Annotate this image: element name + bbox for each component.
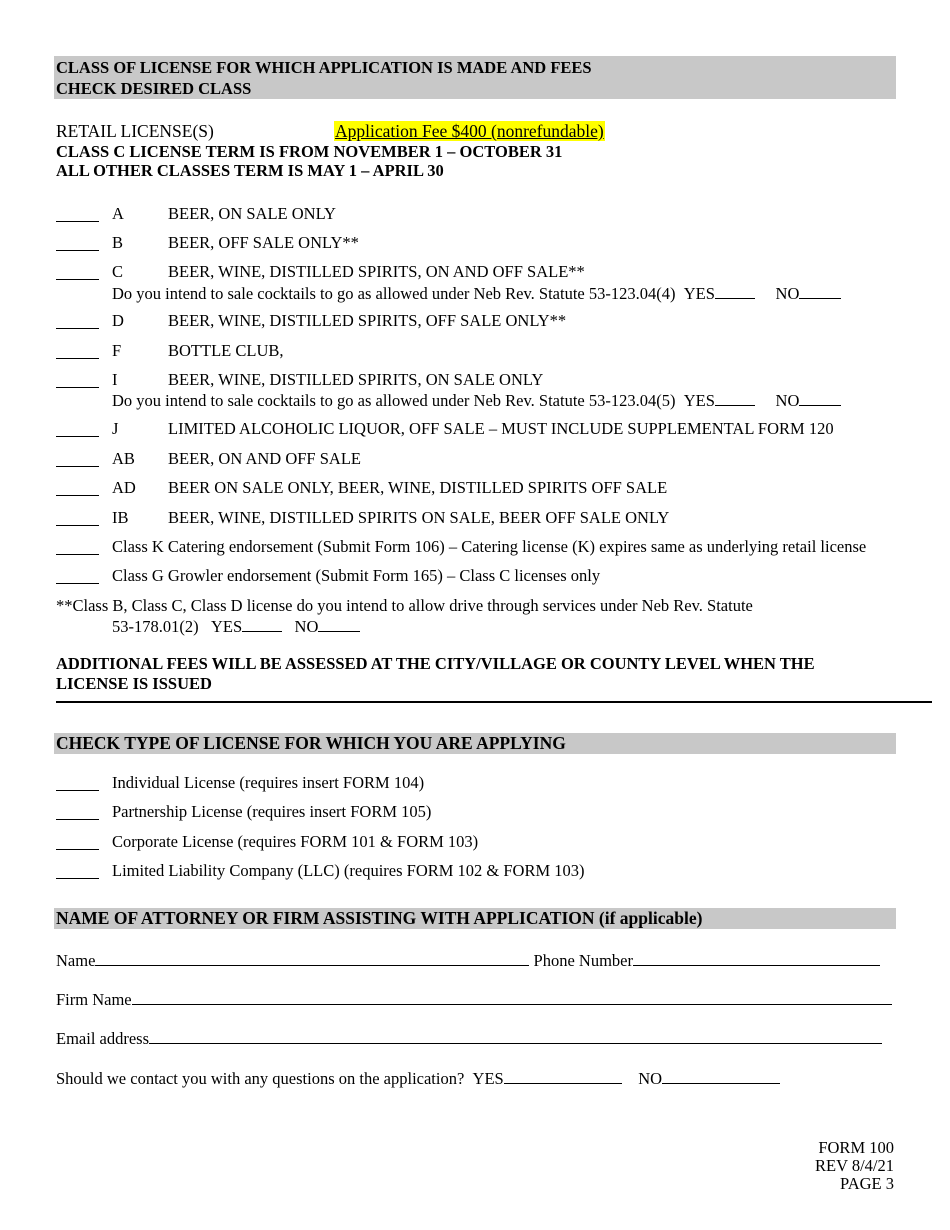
license-type-label: Corporate License (requires FORM 101 & FORM 103) <box>112 832 479 851</box>
class-code: B <box>112 233 124 252</box>
drive-through-answer: 53-178.01(2) YES NO <box>112 616 360 637</box>
license-type-label: Partnership License (requires insert FORM 105) <box>112 802 432 821</box>
class-j-checkbox[interactable] <box>56 436 99 437</box>
drive-no-field[interactable] <box>318 616 360 632</box>
firm-name-field[interactable] <box>132 989 892 1005</box>
attorney-phone-field[interactable] <box>633 950 880 966</box>
class-code: F <box>112 341 122 360</box>
retail-license-label: RETAIL LICENSE(S) <box>56 121 214 141</box>
additional-fees-note-2: LICENSE IS ISSUED <box>56 674 212 693</box>
class-description: BEER, WINE, DISTILLED SPIRITS, ON AND OFF SALE** <box>168 262 585 281</box>
class-ad-checkbox[interactable] <box>56 495 99 496</box>
class-d-checkbox[interactable] <box>56 328 99 329</box>
additional-fees-note: ADDITIONAL FEES WILL BE ASSESSED AT THE CITY/VILLAGE OR COUNTY LEVEL WHEN THE <box>56 654 815 673</box>
cocktail-i-no-field[interactable] <box>799 390 841 406</box>
cocktail-question-c: Do you intend to sale cocktails to go as allowed under Neb Rev. Statute 53-123.04(4) YES NO <box>112 283 841 304</box>
class-ib-checkbox[interactable] <box>56 525 99 526</box>
class-code: I <box>112 370 118 389</box>
attorney-name-row: Name Phone Number <box>56 950 880 971</box>
contact-yes-field[interactable] <box>504 1068 622 1084</box>
class-description: BEER, ON SALE ONLY <box>168 204 336 223</box>
license-type-label: Limited Liability Company (LLC) (requires FORM 102 & FORM 103) <box>112 861 585 880</box>
form-number: FORM 100 <box>818 1138 894 1157</box>
license-type-checkbox[interactable] <box>56 849 99 850</box>
class-c-term: CLASS C LICENSE TERM IS FROM NOVEMBER 1 – OCTOBER 31 <box>56 142 563 161</box>
class-description: BEER, WINE, DISTILLED SPIRITS, ON SALE ONLY <box>168 370 544 389</box>
class-description: BEER ON SALE ONLY, BEER, WINE, DISTILLED SPIRITS OFF SALE <box>168 478 668 497</box>
class-description: BEER, ON AND OFF SALE <box>168 449 361 468</box>
class-code: IB <box>112 508 129 527</box>
firm-name-row: Firm Name <box>56 989 892 1010</box>
class-code: D <box>112 311 124 330</box>
cocktail-i-yes-field[interactable] <box>715 390 755 406</box>
cocktail-question-i: Do you intend to sale cocktails to go as allowed under Neb Rev. Statute 53-123.04(5) YES NO <box>112 390 841 411</box>
section-divider <box>56 701 932 703</box>
license-type-checkbox[interactable] <box>56 878 99 879</box>
class-description: LIMITED ALCOHOLIC LIQUOR, OFF SALE – MUST INCLUDE SUPPLEMENTAL FORM 120 <box>168 419 834 438</box>
class-code: AD <box>112 478 136 497</box>
email-field[interactable] <box>149 1028 882 1044</box>
cocktail-c-no-field[interactable] <box>799 283 841 299</box>
fee-note: Application Fee $400 (nonrefundable) <box>335 121 604 141</box>
license-type-checkbox[interactable] <box>56 819 99 820</box>
cocktail-c-yes-field[interactable] <box>715 283 755 299</box>
section-type-heading: CHECK TYPE OF LICENSE FOR WHICH YOU ARE APPLYING <box>56 733 566 753</box>
page-number: PAGE 3 <box>840 1174 894 1193</box>
license-type-label: Individual License (requires insert FORM 104) <box>112 773 425 792</box>
class-b-checkbox[interactable] <box>56 250 99 251</box>
endorse-g-checkbox[interactable] <box>56 583 99 584</box>
class-description: BOTTLE CLUB, <box>168 341 284 360</box>
drive-through-question: **Class B, Class C, Class D license do you intend to allow drive through services under Neb Rev. Statute <box>56 596 753 615</box>
endorse-k-checkbox[interactable] <box>56 554 99 555</box>
class-i-checkbox[interactable] <box>56 387 99 388</box>
class-code: AB <box>112 449 135 468</box>
contact-question-row: Should we contact you with any questions on the application? YES NO <box>56 1068 780 1089</box>
class-c-checkbox[interactable] <box>56 279 99 280</box>
class-description: BEER, WINE, DISTILLED SPIRITS ON SALE, BEER OFF SALE ONLY <box>168 508 670 527</box>
class-code: A <box>112 204 124 223</box>
email-row: Email address <box>56 1028 882 1049</box>
class-description: BEER, OFF SALE ONLY** <box>168 233 359 252</box>
class-a-checkbox[interactable] <box>56 221 99 222</box>
other-classes-term: ALL OTHER CLASSES TERM IS MAY 1 – APRIL 30 <box>56 161 444 180</box>
license-type-checkbox[interactable] <box>56 790 99 791</box>
endorse-k-label: Class K Catering endorsement (Submit Form 106) – Catering license (K) expires same as underlying retail license <box>112 537 867 556</box>
class-ab-checkbox[interactable] <box>56 466 99 467</box>
endorse-g-label: Class G Growler endorsement (Submit Form 165) – Class C licenses only <box>112 566 601 585</box>
class-f-checkbox[interactable] <box>56 358 99 359</box>
class-code: J <box>112 419 119 438</box>
section-class-heading: CLASS OF LICENSE FOR WHICH APPLICATION IS MADE AND FEES <box>56 58 592 77</box>
drive-yes-field[interactable] <box>242 616 282 632</box>
attorney-name-field[interactable] <box>95 950 529 966</box>
contact-no-field[interactable] <box>662 1068 780 1084</box>
section-class-subheading: CHECK DESIRED CLASS <box>56 79 252 98</box>
class-description: BEER, WINE, DISTILLED SPIRITS, OFF SALE ONLY** <box>168 311 567 330</box>
revision-date: REV 8/4/21 <box>815 1156 894 1175</box>
section-attorney-heading: NAME OF ATTORNEY OR FIRM ASSISTING WITH APPLICATION (if applicable) <box>56 908 703 928</box>
class-code: C <box>112 262 124 281</box>
